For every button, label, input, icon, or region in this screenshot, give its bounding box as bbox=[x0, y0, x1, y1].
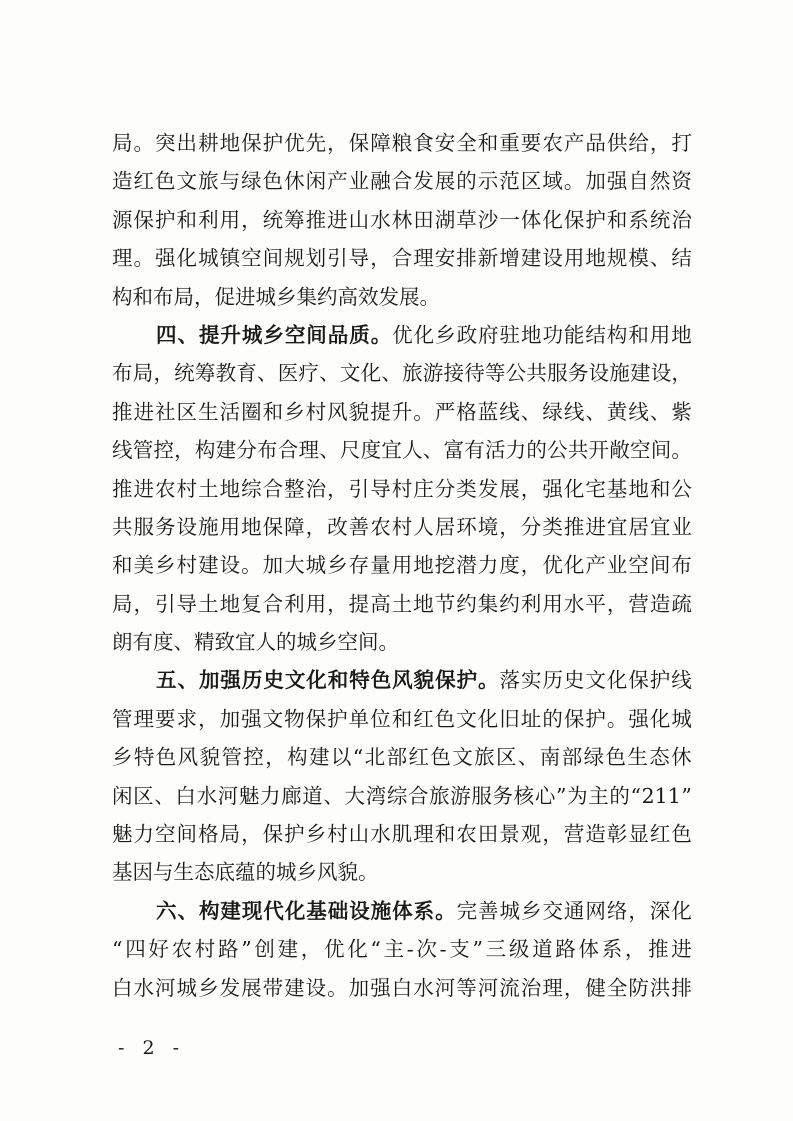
body-text bbox=[112, 124, 692, 1007]
text-line: 六 、 构 建 现 代 化 基 础 设 施 体 系 。 完 善 城 乡 交 通 网 络 ， 深 化 bbox=[156, 898, 692, 923]
text-line: 构 和 布 局 ， 促 进 城 乡 集 约 高 效 发 展 。 bbox=[112, 284, 440, 309]
text-line: 理 。 强 化 城 镇 空 间 规 划 引 导 ， 合 理 安 排 新 增 建 设 用 地 规 模 、 结 bbox=[112, 246, 692, 271]
text-line: 推 进 社 区 生 活 圈 和 乡 村 风 貌 提 升 。 严 格 蓝 线 、 绿 线 、 黄 线 、 紫 bbox=[112, 399, 692, 424]
text-line: 管 理 要 求 ， 加 强 文 物 保 护 单 位 和 红 色 文 化 旧 址 的 保 护 。 强 化 城 bbox=[112, 706, 692, 731]
text-line: 造 红 色 文 旅 与 绿 色 休 闲 产 业 融 合 发 展 的 示 范 区 域 。 加 强 自 然 资 bbox=[112, 169, 692, 194]
text-line: 共 服 务 设 施 用 地 保 障 ， 改 善 农 村 人 居 环 境 ， 分 类 推 进 宜 居 宜 业 bbox=[112, 514, 692, 539]
text-line: 源 保 护 和 利 用 ， 统 筹 推 进 山 水 林 田 湖 草 沙 一 体 化 保 护 和 系 统 治 bbox=[112, 207, 692, 232]
page-number: - 2 - bbox=[118, 1037, 186, 1059]
text-line: “ 四 好 农 村 路 ” 创 建 ， 优 化 “ 主 - 次 - 支 ” 三 级 道 路 体 系 ， 推 进 bbox=[112, 937, 692, 962]
text-line: 局 ， 引 导 土 地 复 合 利 用 ， 提 高 土 地 节 约 集 约 利 用 水 平 ， 营 造 疏 bbox=[112, 591, 692, 616]
text-line: 四 、 提 升 城 乡 空 间 品 质 。 优 化 乡 政 府 驻 地 功 能 结 构 和 用 地 bbox=[156, 322, 692, 347]
text-line: 基 因 与 生 态 底 蕴 的 城 乡 风 貌 。 bbox=[112, 860, 379, 885]
text-line: 布 局 ， 统 筹 教 育 、 医 疗 、 文 化 、 旅 游 接 待 等 公 共 服 务 设 施 建 设 ， bbox=[112, 361, 692, 386]
text-line: 推 进 农 村 土 地 综 合 整 治 ， 引 导 村 庄 分 类 发 展 ， 强 化 宅 基 地 和 公 bbox=[112, 476, 692, 501]
text-line: 线 管 控 ， 构 建 分 布 合 理 、 尺 度 宜 人 、 富 有 活 力 的 公 共 开 敞 空 间 。 bbox=[112, 438, 692, 463]
text-line: 魅 力 空 间 格 局 ， 保 护 乡 村 山 水 肌 理 和 农 田 景 观 ， 营 造 彰 显 红 色 bbox=[112, 822, 692, 847]
text-line: 和 美 乡 村 建 设 。 加 大 城 乡 存 量 用 地 挖 潜 力 度 ， 优 化 产 业 空 间 布 bbox=[112, 553, 692, 578]
text-line: 局 。 突 出 耕 地 保 护 优 先 ， 保 障 粮 食 安 全 和 重 要 农 产 品 供 给 ， 打 bbox=[112, 131, 692, 155]
text-line: 五 、 加 强 历 史 文 化 和 特 色 风 貌 保 护 。 落 实 历 史 文 化 保 护 线 bbox=[156, 668, 692, 693]
text-line: 朗 有 度 、 精 致 宜 人 的 城 乡 空 间 。 bbox=[112, 630, 399, 655]
text-line: 白 水 河 城 乡 发 展 带 建 设 。 加 强 白 水 河 等 河 流 治 理 ， 健 全 防 洪 排 bbox=[112, 975, 692, 1000]
text-line: 闲 区 、 白 水 河 魅 力 廊 道 、 大 湾 综 合 旅 游 服 务 核 心 ” 为 主 的 “ 211 ” bbox=[112, 783, 692, 808]
text-line: 乡 特 色 风 貌 管 控 ， 构 建 以 “ 北 部 红 色 文 旅 区 、 南 部 绿 色 生 态 休 bbox=[112, 745, 692, 770]
